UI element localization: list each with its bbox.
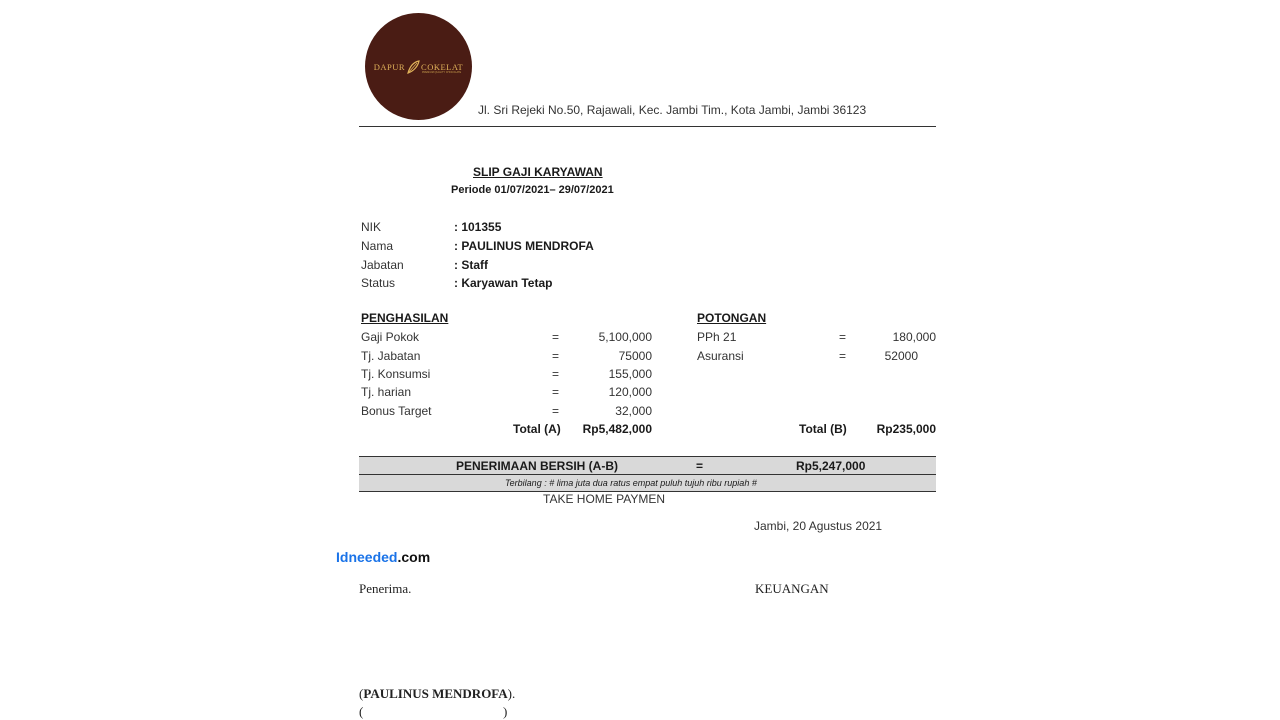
deduction-row-label: Asuransi [697,349,744,363]
header-divider [359,126,936,127]
finance-signature-open: ( [359,704,364,719]
net-pay-eq: = [696,459,704,473]
slip-period: Periode 01/07/2021– 29/07/2021 [451,184,614,196]
employee-value-nik: : 101355 [454,220,502,234]
logo-tagline: PREMIUM QUALITY CHOCOLATE [422,71,462,74]
place-date: Jambi, 20 Agustus 2021 [754,519,883,533]
income-row-amount: 155,000 [608,367,652,381]
employee-value-status: : Karyawan Tetap [454,276,553,290]
receiver-label: Penerima. [359,581,412,596]
deduction-row-label: PPh 21 [697,330,737,344]
receiver-close-paren: ). [507,686,516,701]
logo-word-left: DAPUR [373,61,406,72]
employee-label-name: Nama [361,239,394,253]
employee-value-position: : Staff [454,258,488,272]
income-row-amount: 5,100,000 [598,330,652,344]
income-row-label: Tj. Jabatan [361,349,421,363]
income-row-label: Bonus Target [361,404,432,418]
income-row-eq: = [552,385,560,399]
income-row-label: Tj. Konsumsi [361,367,431,381]
income-row-eq: = [552,404,560,418]
deduction-row-amount: 52000 [884,349,918,363]
income-row-label: Tj. harian [361,385,412,399]
take-home-pay-label: TAKE HOME PAYMEN [543,492,666,506]
receiver-signature [359,686,515,702]
finance-label: KEUANGAN [755,581,829,596]
receiver-open-paren: ( [359,686,364,701]
deduction-total-label: Total (B) [799,422,847,436]
deduction-heading: POTONGAN [697,311,767,325]
deduction-row-eq: = [839,349,847,363]
income-row-eq: = [552,330,560,344]
income-row-eq: = [552,367,560,381]
net-pay-value: Rp5,247,000 [796,459,866,473]
watermark [336,549,430,565]
watermark-domain: .com [397,549,431,565]
net-pay-label: PENERIMAAN BERSIH (A-B) [456,459,618,473]
company-address: Jl. Sri Rejeki No.50, Rajawali, Kec. Jambi Tim., Kota Jambi, Jambi 36123 [478,103,867,117]
income-row-amount: 120,000 [608,385,652,399]
logo-word-right: COKELAT [421,61,464,72]
income-row-eq: = [552,349,560,363]
employee-value-name: : PAULINUS MENDROFA [454,239,594,253]
employee-label-status: Status [361,276,396,290]
employee-label-nik: NIK [361,220,382,234]
receiver-name: PAULINUS MENDROFA [363,686,508,701]
net-pay-top-rule [359,456,936,457]
deduction-total-value: Rp235,000 [876,422,936,436]
company-logo [365,13,472,120]
leaf-icon [406,60,420,74]
income-heading: PENGHASILAN [361,311,449,325]
income-total-label: Total (A) [513,422,561,436]
deduction-row-amount: 180,000 [892,330,936,344]
net-pay-in-words: Terbilang : # lima juta dua ratus empat puluh tujuh ribu rupiah # [505,478,757,488]
employee-label-position: Jabatan [361,258,404,272]
finance-signature-close: ) [503,704,508,719]
income-row-amount: 32,000 [615,404,652,418]
watermark-brand: Idneeded [336,549,398,565]
income-row-label: Gaji Pokok [361,330,420,344]
deduction-row-eq: = [839,330,847,344]
income-total-value: Rp5,482,000 [582,422,652,436]
income-row-amount: 75000 [618,349,652,363]
slip-title: SLIP GAJI KARYAWAN [473,165,603,179]
